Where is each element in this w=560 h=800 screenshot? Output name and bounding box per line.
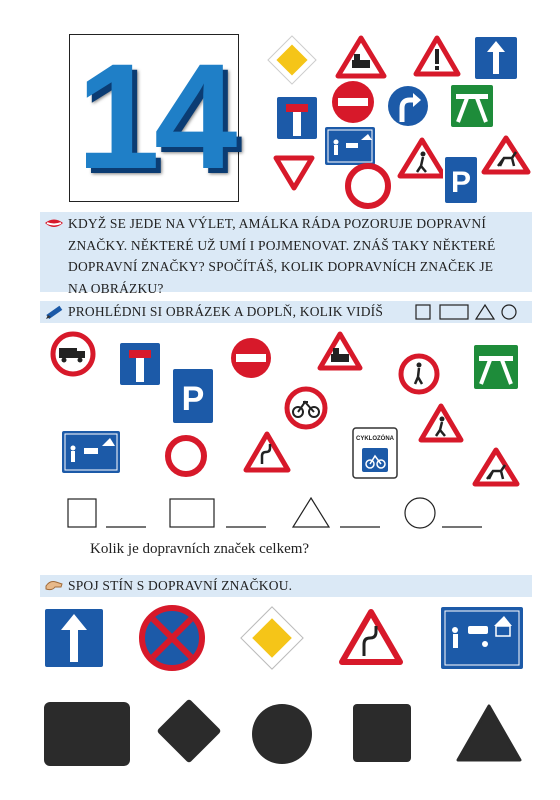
double-curve-warning-sign-icon [246, 434, 288, 470]
lesson-number-box [69, 34, 239, 202]
svg-text:P: P [181, 380, 205, 418]
square-count-icon [68, 499, 96, 527]
mouth-icon [44, 216, 64, 232]
yield-sign-icon [276, 158, 312, 188]
svg-text:P: P [450, 166, 472, 199]
train-warning-sign-icon [338, 38, 384, 76]
task2-instruction: SPOJ STÍN S DOPRAVNÍ ZNAČKOU. [68, 578, 293, 593]
triangle-count-icon [293, 498, 329, 527]
no-entry-sign-icon [332, 81, 374, 123]
total-signs-question: Kolik je dopravních značek celkem? [90, 541, 310, 557]
circle-count-icon [405, 498, 435, 528]
rectangle-outline-icon [440, 305, 468, 319]
diamond-shadow[interactable] [156, 698, 221, 763]
task2-sign-row [40, 600, 530, 680]
dead-end-sign-icon [276, 96, 318, 140]
intro-text-line2: ZNAČKY. NĚKTERÉ UŽ UMÍ I POJMENOVAT. ZNÁŠ TAKY NĚKTERÉ [68, 237, 496, 253]
motorway-sign-icon [450, 84, 494, 128]
danger-warning-sign-icon [416, 38, 458, 74]
parking-sign-icon [444, 156, 478, 204]
no-vehicles-sign-icon [348, 166, 388, 206]
pedestrian-crossing-warning-sign-icon [400, 140, 444, 176]
intro-text-line4: NA OBRÁZKU? [68, 280, 164, 296]
square-outline-icon [416, 305, 430, 319]
circle-shadow[interactable] [252, 704, 312, 764]
no-vehicles-sign-icon [168, 438, 204, 474]
intro-text [68, 213, 538, 299]
intro-text-line1: KDYŽ SE JEDE NA VÝLET, AMÁLKA RÁDA POZORUJE DOPRAVNÍ [68, 216, 487, 231]
no-pedestrians-sign-icon [401, 356, 437, 392]
one-way-sign-icon [474, 36, 518, 80]
shape-legend [414, 303, 524, 321]
task1-instruction: PROHLÉDNI SI OBRÁZEK A DOPLŇ, KOLIK VIDÍŠ [68, 304, 384, 319]
no-trucks-sign-icon [53, 334, 93, 374]
rectangle-count-icon [170, 499, 214, 527]
square-shadow[interactable] [353, 704, 411, 762]
connect-hand-icon [44, 577, 64, 595]
train-warning-sign-icon [320, 334, 360, 368]
wild-animals-warning-sign-icon [484, 138, 528, 172]
bicycle-sign-icon [287, 389, 325, 427]
turn-right-sign-icon [388, 86, 428, 126]
one-way-sign-icon [44, 608, 104, 668]
count-answer-row [60, 497, 490, 531]
motorway-sign-icon [473, 344, 519, 390]
no-entry-sign-icon [231, 338, 271, 378]
residential-zone-sign-icon [61, 430, 121, 474]
header-sign-collage [260, 30, 550, 210]
pencil-hand-icon [44, 302, 64, 322]
wild-animals-warning-sign-icon [475, 450, 517, 484]
residential-zone-sign-icon [440, 606, 524, 670]
rounded-square-shadow[interactable] [44, 702, 130, 766]
circle-outline-icon [502, 305, 516, 319]
intro-text-line3: DOPRAVNÍ ZNAČKY? SPOČÍTÁŠ, KOLIK DOPRAVNÍCH ZNAČEK JE [68, 259, 494, 274]
no-stopping-sign-icon [142, 608, 202, 668]
cycle-zone-sign-icon [353, 428, 397, 478]
residential-zone-sign-icon [324, 126, 376, 166]
task1-sign-picture [40, 330, 530, 490]
triangle-shadow[interactable] [456, 704, 522, 762]
double-curve-warning-sign-icon [342, 612, 400, 662]
lesson-number: 14 [76, 32, 232, 200]
dead-end-sign-icon [119, 342, 161, 386]
pedestrian-crossing-warning-sign-icon [421, 406, 461, 440]
triangle-outline-icon [476, 305, 494, 319]
parking-sign-icon [172, 368, 214, 424]
priority-road-sign-icon [241, 607, 303, 669]
cycle-zone-label: CYKLOZÓNA [356, 436, 394, 442]
priority-road-sign-icon [268, 36, 316, 84]
